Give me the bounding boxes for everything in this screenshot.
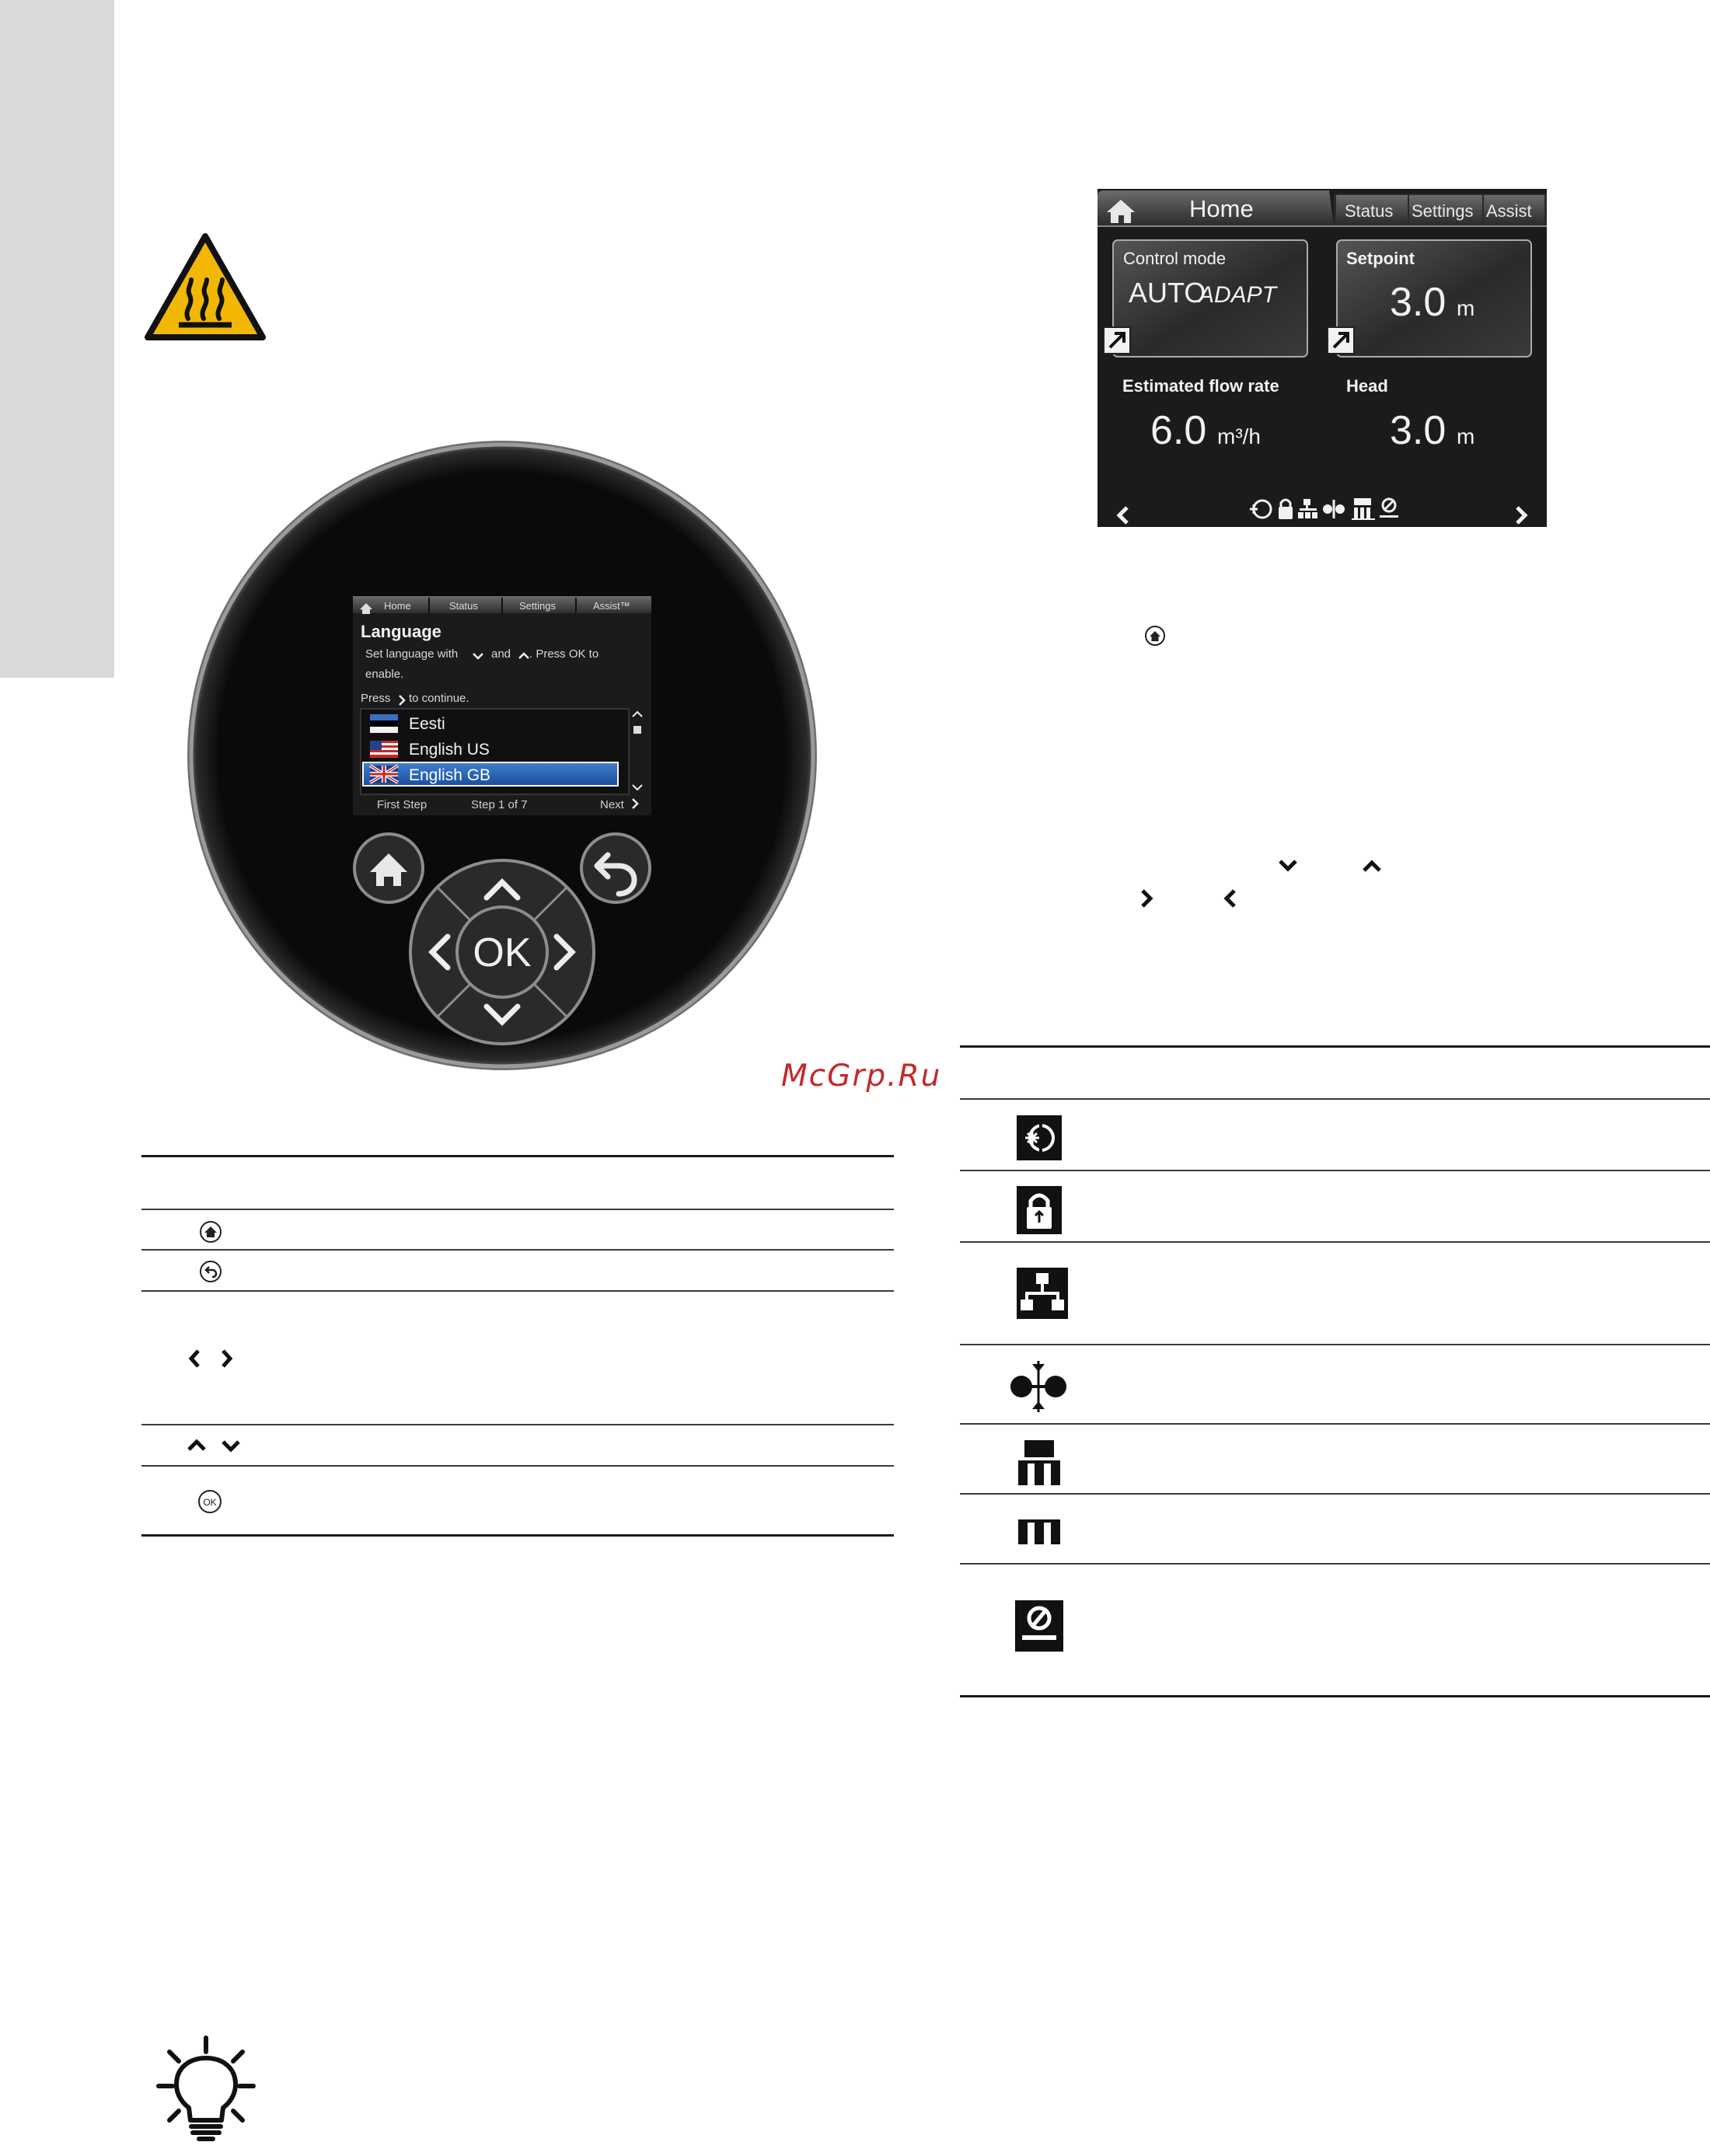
chevron-left-icon [185, 1347, 204, 1370]
tab-settings[interactable]: Settings [1412, 201, 1474, 221]
chevron-up-icon [1360, 856, 1384, 875]
home-tab-title[interactable]: Home [1189, 195, 1254, 222]
device-instruction-1c: . Press OK to [529, 647, 599, 661]
flag-us-icon [370, 741, 398, 758]
device-footer-step: Step 1 of 7 [471, 798, 528, 811]
device-footer-first-step[interactable]: First Step [377, 798, 428, 811]
home-screen-display [1098, 189, 1547, 527]
tab-status[interactable]: Status [1345, 201, 1394, 221]
flag-estonia-icon [370, 714, 398, 733]
setpoint-value: 3.0 [1390, 280, 1447, 325]
right-table-rule [960, 1563, 1710, 1565]
flag-uk-icon [370, 766, 398, 783]
lightbulb-tip-icon [155, 2035, 256, 2144]
device-press-b: to continue. [409, 692, 469, 705]
setpoint-panel[interactable] [1328, 240, 1531, 357]
flow-unit: m³/h [1217, 424, 1261, 448]
device-instruction-2: enable. [365, 668, 404, 681]
device-footer-next[interactable]: Next [600, 798, 624, 811]
control-panel [183, 437, 821, 1074]
right-table-bottom-rule [960, 1695, 1710, 1697]
chevron-up-icon [185, 1436, 208, 1455]
ok-button[interactable] [457, 907, 547, 997]
right-table-top-rule [960, 1045, 1710, 1048]
head-label: Head [1346, 376, 1388, 396]
left-table-rule [141, 1249, 894, 1251]
flow-value: 6.0 [1150, 408, 1207, 453]
right-table-rule [960, 1098, 1710, 1100]
device-instruction-1a: Set language with [365, 647, 459, 661]
left-table-rule [141, 1424, 894, 1425]
right-table-rule [960, 1493, 1710, 1495]
chevron-down-icon [1276, 856, 1300, 875]
home-icon [199, 1220, 222, 1244]
right-table-rule [960, 1241, 1710, 1243]
device-tab-settings[interactable]: Settings [519, 600, 556, 612]
control-mode-value-auto: AUTO [1129, 277, 1206, 309]
ok-icon [197, 1489, 222, 1514]
left-table-rule [141, 1209, 894, 1210]
chevron-right-icon [1138, 887, 1157, 910]
watermark: McGrp.Ru [781, 1059, 942, 1094]
home-icon [1144, 625, 1166, 647]
control-mode-value-adapt: ADAPT [1199, 282, 1277, 308]
multi-pump-icon [1352, 518, 1375, 520]
svg-text:OK: OK [473, 930, 532, 975]
right-table-rule [960, 1170, 1710, 1171]
chevron-left-icon [1220, 887, 1239, 910]
language-scrollbar[interactable] [630, 710, 644, 793]
stop-icon [1014, 1600, 1064, 1652]
tab-assist[interactable]: Assist [1486, 201, 1532, 221]
right-table-rule [960, 1423, 1710, 1425]
left-table-top-rule [141, 1155, 894, 1157]
left-table-rule [141, 1465, 894, 1467]
language-item-english-gb[interactable] [363, 762, 618, 786]
chevron-down-icon [219, 1436, 243, 1455]
shortcut-arrow-icon [1328, 327, 1354, 354]
home-button[interactable] [354, 834, 423, 902]
language-label: English US [409, 741, 490, 759]
night-setback-icon [1016, 1115, 1063, 1161]
language-label: Eesti [409, 715, 445, 733]
chevron-right-icon [218, 1347, 236, 1370]
device-tab-status[interactable]: Status [449, 600, 478, 612]
control-mode-panel[interactable] [1104, 240, 1307, 357]
multi-pump-icon [1015, 1516, 1062, 1547]
setpoint-label: Setpoint [1346, 249, 1415, 268]
back-icon [199, 1260, 222, 1283]
side-tab [0, 0, 114, 678]
back-button[interactable] [581, 834, 650, 902]
device-screen [353, 596, 651, 815]
device-press-a: Press [361, 692, 391, 705]
multi-pump-master-icon [1354, 498, 1371, 518]
head-unit: m [1457, 424, 1475, 448]
setpoint-unit: m [1457, 296, 1475, 320]
hot-surface-warning-icon [143, 232, 267, 342]
right-table-rule [960, 1344, 1710, 1345]
svg-text:OK: OK [203, 1497, 217, 1508]
left-table-rule [141, 1290, 894, 1292]
multi-pump-master-icon [1015, 1439, 1062, 1487]
head-value: 3.0 [1390, 408, 1447, 453]
lock-icon [1016, 1185, 1063, 1235]
device-screen-title: Language [361, 622, 441, 641]
d-pad [410, 860, 594, 1044]
shortcut-arrow-icon [1104, 327, 1130, 354]
language-label: English GB [409, 766, 491, 784]
flow-label: Estimated flow rate [1122, 376, 1279, 396]
device-tab-assist[interactable]: Assist™ [593, 600, 630, 612]
control-mode-label: Control mode [1123, 249, 1227, 268]
language-item-english-us[interactable] [370, 741, 490, 759]
device-tab-home[interactable]: Home [384, 600, 411, 612]
device-instruction-1b: and [491, 647, 511, 661]
network-icon [1016, 1267, 1069, 1320]
twin-pump-icon [1007, 1359, 1070, 1414]
left-table-bottom-rule [141, 1534, 894, 1537]
